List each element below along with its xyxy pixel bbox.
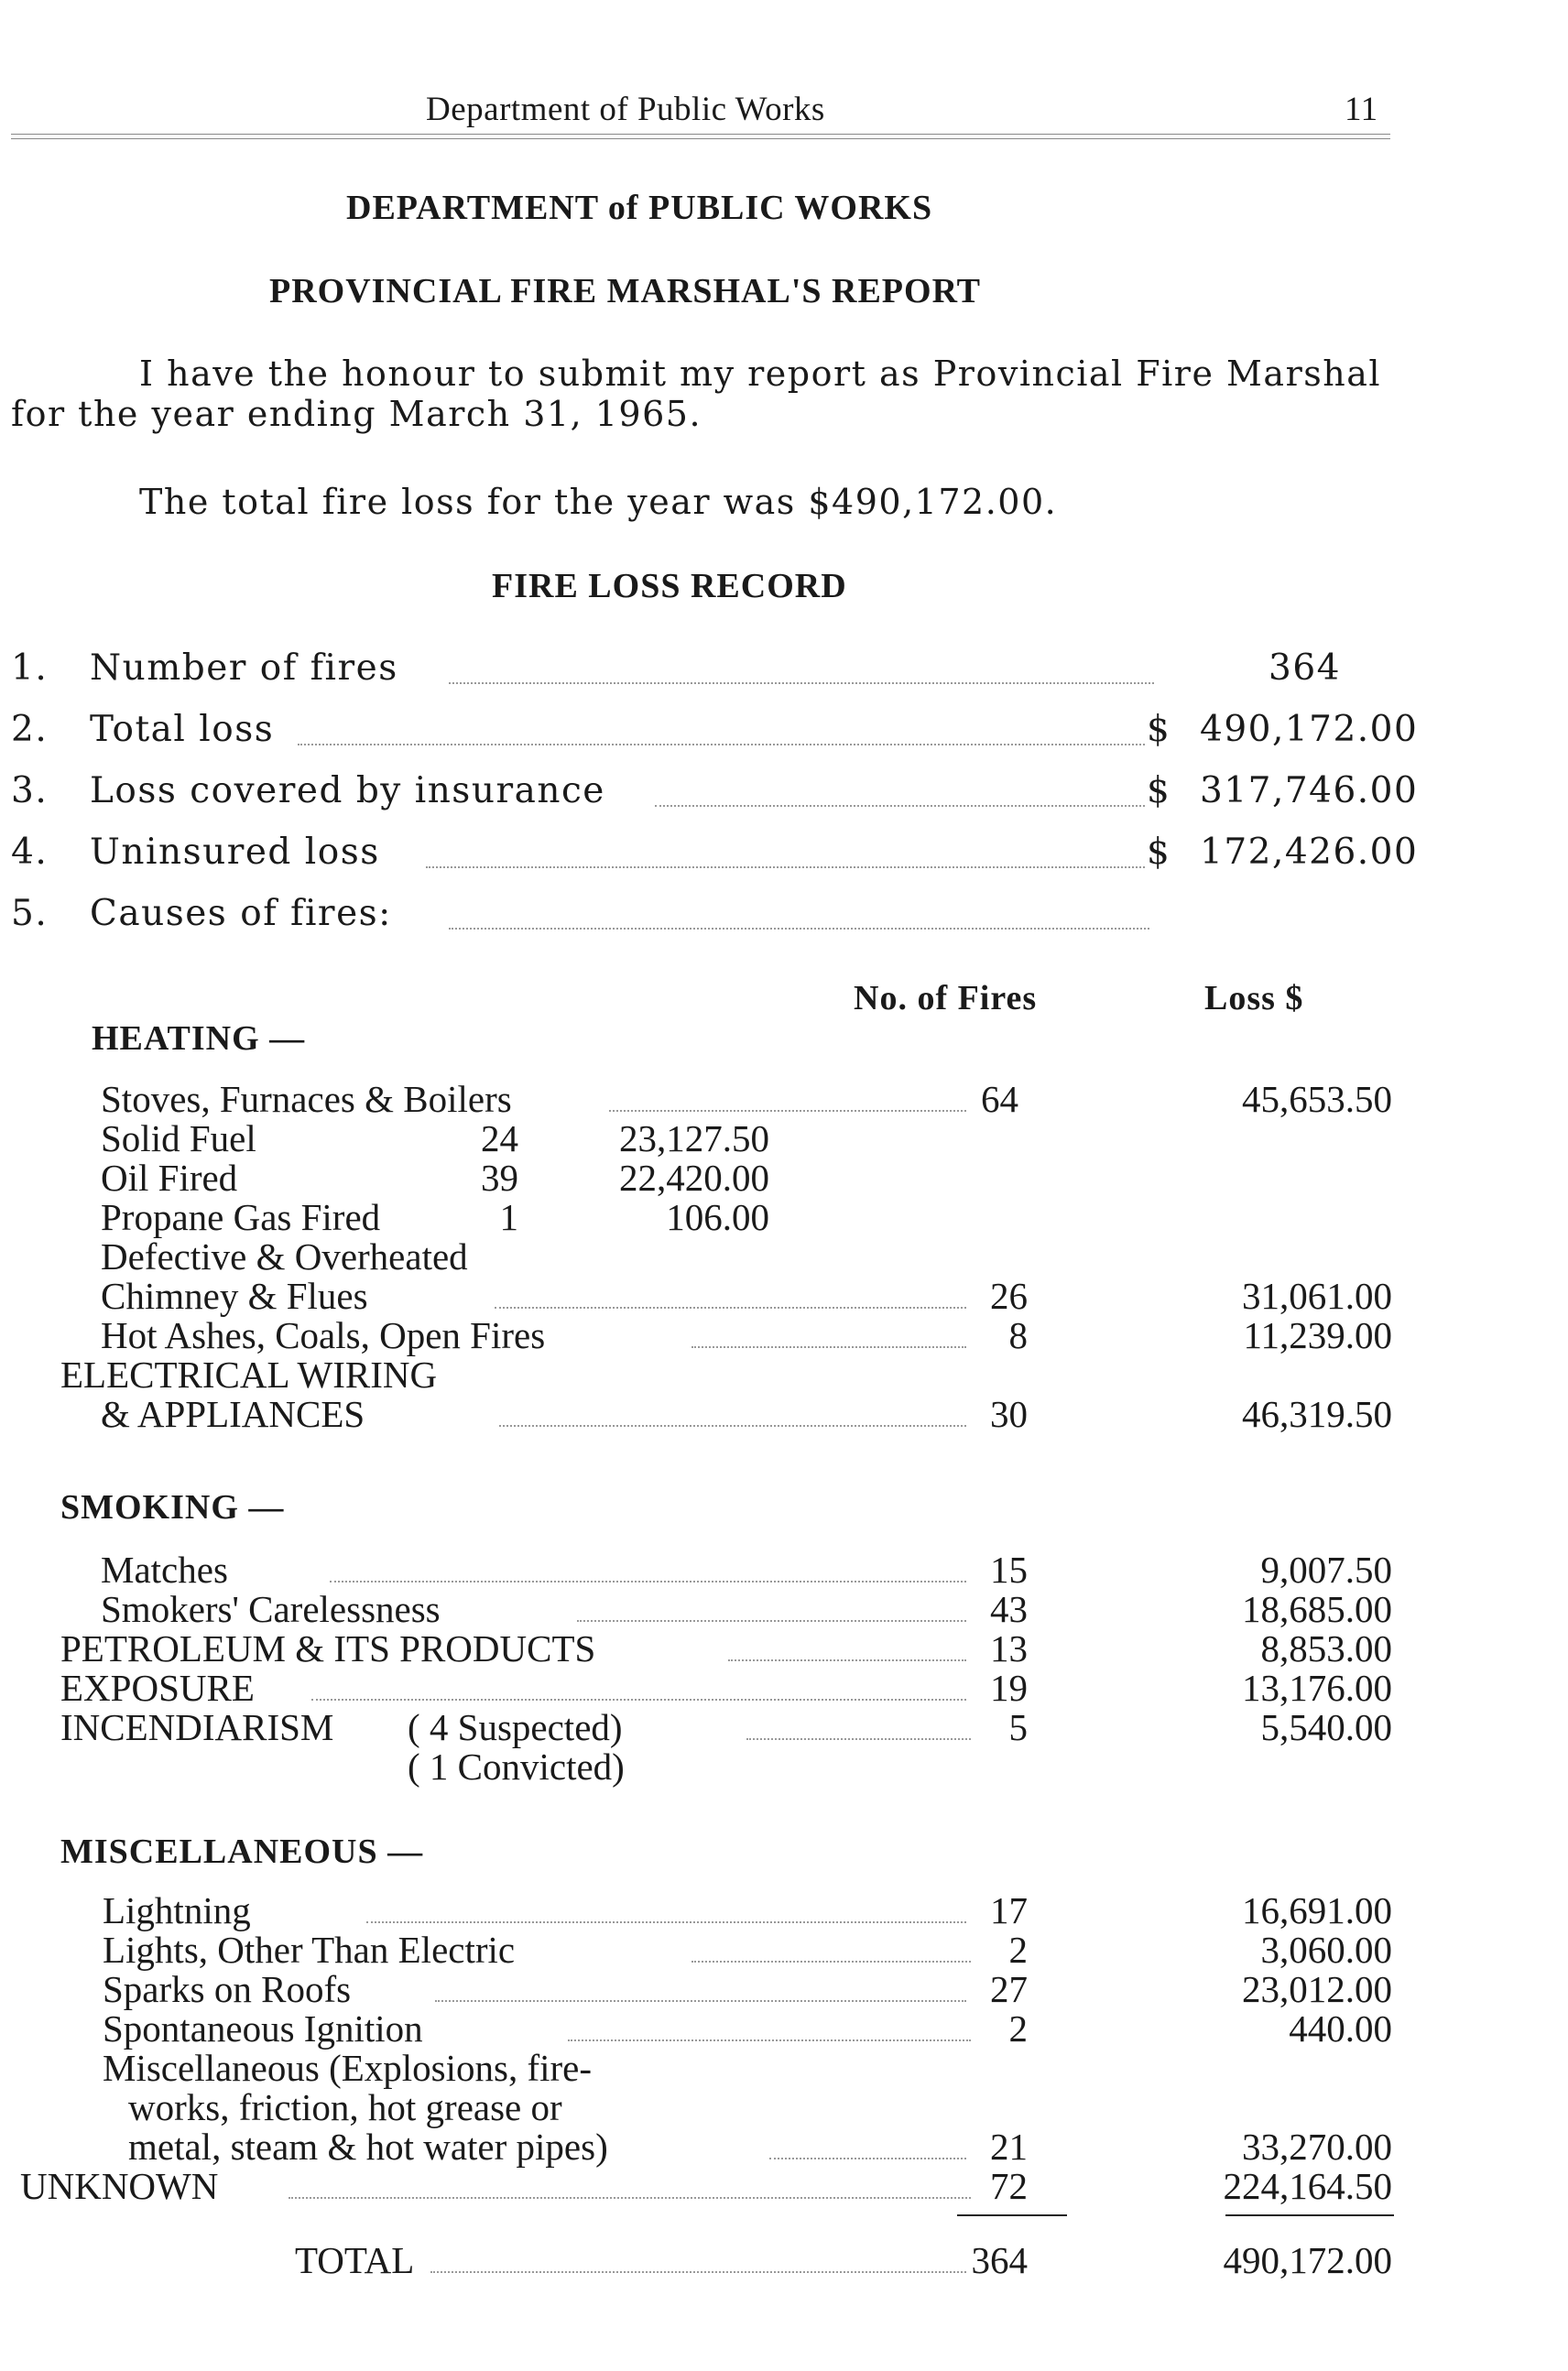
cause-label: Lightning [103, 1889, 251, 1931]
fuel-type-count: 39 [481, 1157, 518, 1199]
leader-dots [426, 865, 1145, 868]
cause-loss: 3,060.00 [1260, 1929, 1392, 1971]
record-label: Loss covered by insurance [90, 770, 605, 811]
cause-fires: 15 [990, 1549, 1028, 1591]
fuel-type-amount: 22,420.00 [619, 1157, 769, 1199]
total-fires: 364 [971, 2239, 1028, 2281]
header-rule [11, 134, 1390, 135]
page-number: 11 [1345, 91, 1378, 128]
fuel-type-amount: 23,127.50 [619, 1117, 769, 1159]
cause-loss: 13,176.00 [1242, 1667, 1392, 1709]
record-number: 1. [11, 647, 49, 689]
record-item [0, 709, 1568, 751]
page-title: DEPARTMENT of PUBLIC WORKS [346, 189, 933, 227]
record-number: 3. [11, 770, 49, 811]
cause-fires: 72 [990, 2165, 1028, 2207]
record-heading: FIRE LOSS RECORD [492, 567, 847, 605]
cause-label: Chimney & Flues [101, 1275, 368, 1317]
record-value: 317,746.00 [1200, 770, 1419, 811]
cause-loss: 11,239.00 [1243, 1314, 1392, 1356]
cause-loss: 440.00 [1289, 2007, 1392, 2050]
leader-dots [449, 926, 1149, 930]
total-statement: The total fire loss for the year was $490,172.00. [139, 482, 1058, 522]
cause-label: metal, steam & hot water pipes) [128, 2126, 608, 2168]
cause-fires: 17 [990, 1889, 1028, 1931]
record-label: Total loss [90, 709, 275, 750]
record-value: 172,426.00 [1200, 832, 1419, 873]
cause-loss: 23,012.00 [1242, 1968, 1392, 2010]
cause-fires: 26 [990, 1275, 1028, 1317]
cause-fires: 13 [990, 1627, 1028, 1669]
fuel-type-label: Propane Gas Fired [101, 1196, 381, 1238]
record-item [0, 832, 1568, 874]
section-heading-misc: MISCELLANEOUS — [60, 1833, 424, 1871]
cause-label: INCENDIARISM [60, 1706, 334, 1748]
total-rule-fires [957, 2214, 1067, 2216]
cause-fires: 64 [981, 1078, 1018, 1120]
leader-dots [495, 1305, 966, 1309]
record-value: 364 [1269, 647, 1341, 689]
cause-loss: 45,653.50 [1242, 1078, 1392, 1120]
cause-label: PETROLEUM & ITS PRODUCTS [60, 1627, 596, 1669]
section-heading-smoking: SMOKING — [60, 1488, 285, 1527]
cause-label: Matches [101, 1549, 228, 1591]
leader-dots [430, 2269, 966, 2273]
cause-loss: 33,270.00 [1242, 2126, 1392, 2168]
leader-dots [568, 2038, 971, 2041]
leader-dots [449, 680, 1154, 684]
cause-loss: 16,691.00 [1242, 1889, 1392, 1931]
total-label: TOTAL [295, 2239, 415, 2281]
record-number: 4. [11, 832, 49, 873]
record-value: 490,172.00 [1200, 709, 1419, 750]
column-header-fires: No. of Fires [854, 979, 1038, 1017]
record-item [0, 770, 1568, 812]
record-currency: $ [1147, 832, 1171, 873]
cause-loss: 31,061.00 [1242, 1275, 1392, 1317]
leader-dots [577, 1618, 966, 1622]
intro-line-1: I have the honour to submit my report as Provincial Fire Marshal [139, 353, 1382, 394]
cause-label: Lights, Other Than Electric [103, 1929, 516, 1971]
record-label: Number of fires [90, 647, 398, 689]
cause-loss: 18,685.00 [1242, 1588, 1392, 1630]
cause-label: EXPOSURE [60, 1667, 255, 1709]
total-loss: 490,172.00 [1223, 2239, 1392, 2281]
cause-fires: 2 [1008, 1929, 1028, 1971]
cause-label-line: ELECTRICAL WIRING [60, 1354, 438, 1396]
leader-dots [691, 1959, 971, 1963]
header-rule-2 [11, 138, 1390, 139]
leader-dots [366, 1920, 966, 1923]
record-item [0, 647, 1568, 690]
cause-note: ( 1 Convicted) [408, 1746, 625, 1788]
total-rule-loss [1225, 2214, 1394, 2216]
fuel-type-count: 1 [499, 1196, 518, 1238]
record-currency: $ [1147, 709, 1171, 750]
record-item [0, 893, 1568, 935]
column-header-loss: Loss $ [1204, 979, 1304, 1017]
cause-label: Spontaneous Ignition [103, 2007, 423, 2050]
cause-label: & APPLIANCES [101, 1393, 365, 1435]
leader-dots [609, 1108, 966, 1112]
leader-dots [691, 1344, 966, 1348]
record-label: Uninsured loss [90, 832, 380, 873]
leader-dots [499, 1423, 966, 1427]
cause-note: ( 4 Suspected) [408, 1706, 623, 1748]
cause-loss: 224,164.50 [1223, 2165, 1392, 2207]
record-number: 2. [11, 709, 49, 750]
fuel-type-amount: 106.00 [666, 1196, 769, 1238]
cause-label: Sparks on Roofs [103, 1968, 352, 2010]
cause-fires: 8 [1008, 1314, 1028, 1356]
cause-fires: 27 [990, 1968, 1028, 2010]
cause-label: Smokers' Carelessness [101, 1588, 441, 1630]
cause-loss: 9,007.50 [1260, 1549, 1392, 1591]
cause-label: UNKNOWN [20, 2165, 219, 2207]
cause-fires: 30 [990, 1393, 1028, 1435]
leader-dots [728, 1658, 966, 1661]
cause-label-line: Defective & Overheated [101, 1235, 468, 1278]
cause-fires: 43 [990, 1588, 1028, 1630]
cause-label-line: Miscellaneous (Explosions, fire- [103, 2047, 593, 2089]
cause-loss: 5,540.00 [1260, 1706, 1392, 1748]
cause-label-line: works, friction, hot grease or [128, 2086, 562, 2128]
section-heading-heating: HEATING — [92, 1019, 306, 1058]
running-header-title: Department of Public Works [426, 91, 825, 128]
intro-line-2: for the year ending March 31, 1965. [11, 394, 702, 434]
cause-label: Hot Ashes, Coals, Open Fires [101, 1314, 546, 1356]
cause-label: Stoves, Furnaces & Boilers [101, 1078, 512, 1120]
leader-dots [311, 1697, 966, 1701]
cause-fires: 19 [990, 1667, 1028, 1709]
record-currency: $ [1147, 770, 1171, 811]
cause-fires: 21 [990, 2126, 1028, 2168]
cause-loss: 46,319.50 [1242, 1393, 1392, 1435]
record-number: 5. [11, 893, 49, 934]
leader-dots [289, 2195, 971, 2199]
fuel-type-label: Solid Fuel [101, 1117, 256, 1159]
fuel-type-count: 24 [481, 1117, 518, 1159]
leader-dots [298, 742, 1145, 745]
page-subtitle: PROVINCIAL FIRE MARSHAL'S REPORT [269, 272, 982, 310]
record-label: Causes of fires: [90, 893, 392, 934]
leader-dots [655, 803, 1145, 807]
leader-dots [435, 1998, 966, 2002]
cause-loss: 8,853.00 [1260, 1627, 1392, 1669]
cause-fires: 5 [1008, 1706, 1028, 1748]
leader-dots [330, 1579, 966, 1582]
fuel-type-label: Oil Fired [101, 1157, 238, 1199]
cause-fires: 2 [1008, 2007, 1028, 2050]
